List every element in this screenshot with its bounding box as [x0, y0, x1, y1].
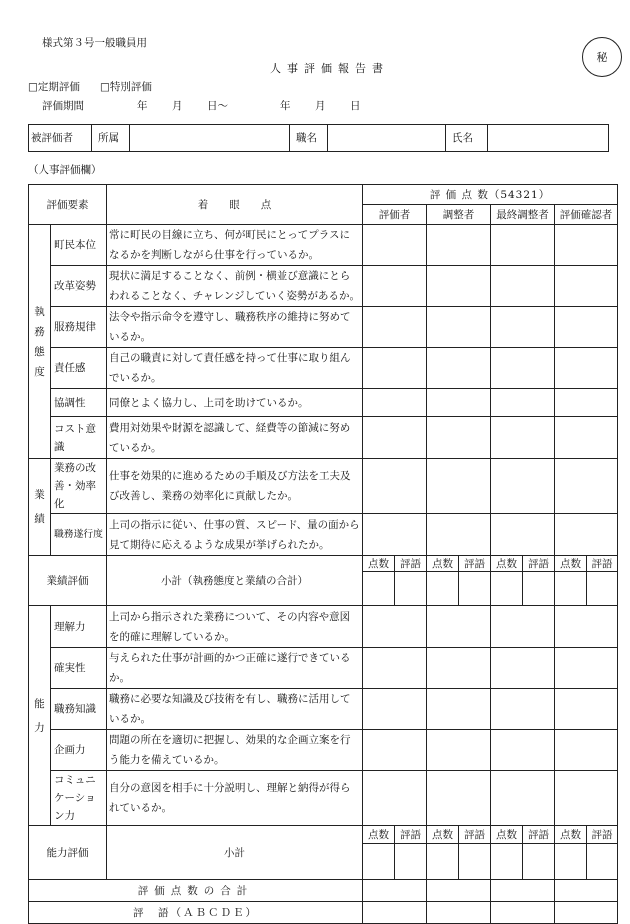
- grade-cell[interactable]: [459, 572, 491, 606]
- score-cell[interactable]: [427, 389, 491, 417]
- header-confirmer: 評価確認者: [555, 205, 618, 225]
- score-cell[interactable]: [363, 307, 427, 348]
- score-header: 点数: [491, 556, 523, 572]
- ability-subtotal-label: 小計: [107, 826, 363, 880]
- total-score-label: 評価点数の合計: [29, 880, 363, 902]
- score-cell[interactable]: [427, 225, 491, 266]
- grade-label: 評 語（ＡＢＣＤＥ）: [29, 902, 363, 924]
- score-header: 点数: [555, 826, 587, 844]
- evaluation-table: [28, 184, 618, 924]
- period-start-year: 年: [137, 100, 148, 112]
- confidential-stamp: [582, 37, 622, 77]
- grade-header: 評語: [459, 556, 491, 572]
- score-cell[interactable]: [427, 648, 491, 689]
- item-label: 責任感: [51, 348, 107, 389]
- item-desc: 上司から指示された業務について、その内容や意図を的確に理解しているか。: [107, 606, 363, 648]
- group-performance-label: 業績: [34, 489, 45, 525]
- score-cell[interactable]: [363, 572, 395, 606]
- score-header: 点数: [363, 826, 395, 844]
- grade-header: 評語: [395, 826, 427, 844]
- grade-total-cell[interactable]: [491, 902, 555, 924]
- section-label: （人事評価欄）: [28, 164, 102, 176]
- period-start-day: 日～: [207, 100, 228, 112]
- score-cell[interactable]: [491, 771, 555, 826]
- item-desc: 与えられた仕事が計画的かつ正確に遂行できているか。: [107, 648, 363, 689]
- item-desc: 法令や指示命令を遵守し、職務秩序の維持に努めているか。: [107, 307, 363, 348]
- score-cell[interactable]: [427, 266, 491, 307]
- score-cell[interactable]: [555, 771, 618, 826]
- evaluatee-info-row: [28, 124, 609, 152]
- grade-cell[interactable]: [459, 844, 491, 880]
- period-end-month: 月: [315, 100, 326, 112]
- score-header: 点数: [363, 556, 395, 572]
- form-code: 様式第３号一般職員用: [42, 37, 147, 49]
- item-desc: 常に町民の目線に立ち、何が町民にとってプラスになるかを判断しながら仕事を行っているか。: [107, 225, 363, 266]
- score-cell[interactable]: [363, 844, 395, 880]
- confidential-mark: 秘: [596, 51, 608, 64]
- grade-header: 評語: [523, 826, 555, 844]
- item-label: 職務知識: [51, 689, 107, 730]
- score-cell[interactable]: [363, 348, 427, 389]
- group-attitude: [29, 225, 51, 459]
- header-viewpoint: 着 眼 点: [107, 185, 363, 225]
- score-cell[interactable]: [555, 389, 618, 417]
- group-performance: [29, 459, 51, 556]
- grade-cell[interactable]: [523, 572, 555, 606]
- group-ability: [29, 606, 51, 826]
- grade-total-cell[interactable]: [427, 902, 491, 924]
- score-cell[interactable]: [555, 514, 618, 556]
- score-cell[interactable]: [555, 348, 618, 389]
- score-cell[interactable]: [491, 730, 555, 771]
- score-cell[interactable]: [491, 648, 555, 689]
- item-desc: 職務に必要な知識及び技術を有し、職務に活用しているか。: [107, 689, 363, 730]
- score-cell[interactable]: [427, 459, 491, 514]
- dept-label: 所属: [92, 125, 130, 151]
- item-label: 服務規律: [51, 307, 107, 348]
- item-label: 町民本位: [51, 225, 107, 266]
- item-label: コスト意識: [51, 417, 107, 459]
- item-label: コミュニケーション力: [51, 771, 107, 826]
- score-cell[interactable]: [363, 417, 427, 459]
- perf-eval-label: 業績評価: [29, 556, 107, 606]
- score-cell[interactable]: [427, 771, 491, 826]
- item-desc: 問題の所在を適切に把握し、効果的な企画立案を行う能力を備えているか。: [107, 730, 363, 771]
- item-desc: 仕事を効果的に進めるための手順及び方法を工夫及び改善し、業務の効率化に貢献したか。: [107, 459, 363, 514]
- perf-subtotal-label: 小計（執務態度と業績の合計）: [107, 556, 363, 606]
- period-start-month: 月: [172, 100, 183, 112]
- score-cell[interactable]: [363, 459, 427, 514]
- period-end-year: 年: [280, 100, 291, 112]
- score-cell[interactable]: [491, 266, 555, 307]
- header-adjuster: 調整者: [427, 205, 491, 225]
- score-cell[interactable]: [427, 689, 491, 730]
- score-cell[interactable]: [491, 514, 555, 556]
- item-label: 理解力: [51, 606, 107, 648]
- score-cell[interactable]: [363, 389, 427, 417]
- score-cell[interactable]: [427, 307, 491, 348]
- score-cell[interactable]: [555, 266, 618, 307]
- evaluatee-label: 被評価者: [29, 125, 92, 151]
- period-label: 評価期間: [42, 100, 84, 112]
- item-desc: 同僚とよく協力し、上司を助けているか。: [107, 389, 363, 417]
- score-cell[interactable]: [491, 606, 555, 648]
- score-cell[interactable]: [427, 417, 491, 459]
- score-cell[interactable]: [555, 606, 618, 648]
- score-cell[interactable]: [555, 648, 618, 689]
- score-cell[interactable]: [491, 225, 555, 266]
- grade-header: 評語: [395, 556, 427, 572]
- score-cell[interactable]: [491, 689, 555, 730]
- score-cell[interactable]: [363, 606, 427, 648]
- score-cell[interactable]: [427, 348, 491, 389]
- score-cell[interactable]: [427, 606, 491, 648]
- score-cell[interactable]: [491, 572, 523, 606]
- grade-cell[interactable]: [587, 572, 618, 606]
- item-label: 業務の改善・効率化: [51, 459, 107, 514]
- dept-field[interactable]: [130, 125, 290, 151]
- header-score: 評 価 点 数（54321）: [363, 185, 618, 205]
- score-cell[interactable]: [555, 844, 587, 880]
- item-label: 協調性: [51, 389, 107, 417]
- header-evaluator: 評価者: [363, 205, 427, 225]
- grade-header: 評語: [459, 826, 491, 844]
- special-eval-checkbox[interactable]: □特別評価: [100, 81, 152, 93]
- grade-header: 評語: [587, 556, 618, 572]
- item-desc: 上司の指示に従い、仕事の質、スピード、量の面から見て期待に応えるような成果が挙げられたか。: [107, 514, 363, 556]
- grade-header: 評語: [587, 826, 618, 844]
- header-elements: 評価要素: [29, 185, 107, 225]
- score-header: 点数: [555, 556, 587, 572]
- score-cell[interactable]: [363, 514, 427, 556]
- item-label: 改革姿勢: [51, 266, 107, 307]
- grade-total-cell[interactable]: [363, 902, 427, 924]
- score-header: 点数: [427, 556, 459, 572]
- score-cell[interactable]: [491, 348, 555, 389]
- score-header: 点数: [427, 826, 459, 844]
- score-cell[interactable]: [555, 459, 618, 514]
- score-cell[interactable]: [363, 730, 427, 771]
- score-cell[interactable]: [363, 771, 427, 826]
- score-cell[interactable]: [363, 266, 427, 307]
- item-desc: 自己の職責に対して責任感を持って仕事に取り組んでいるか。: [107, 348, 363, 389]
- item-label: 職務遂行度: [51, 514, 107, 556]
- score-cell[interactable]: [427, 572, 459, 606]
- item-desc: 自分の意図を相手に十分説明し、理解と納得が得られているか。: [107, 771, 363, 826]
- score-cell[interactable]: [555, 417, 618, 459]
- score-cell[interactable]: [427, 514, 491, 556]
- score-cell[interactable]: [555, 689, 618, 730]
- item-label: 確実性: [51, 648, 107, 689]
- grade-cell[interactable]: [395, 572, 427, 606]
- name-label: 氏名: [446, 125, 488, 151]
- total-cell[interactable]: [555, 880, 618, 902]
- score-cell[interactable]: [363, 225, 427, 266]
- item-label: 企画力: [51, 730, 107, 771]
- group-ability-label: 能力: [34, 697, 45, 734]
- grade-header: 評語: [523, 556, 555, 572]
- position-field[interactable]: [328, 125, 446, 151]
- ability-eval-label: 能力評価: [29, 826, 107, 880]
- score-cell[interactable]: [491, 417, 555, 459]
- score-cell[interactable]: [363, 689, 427, 730]
- grade-cell[interactable]: [587, 844, 618, 880]
- grade-cell[interactable]: [395, 844, 427, 880]
- name-field[interactable]: [488, 125, 608, 151]
- score-cell[interactable]: [363, 648, 427, 689]
- score-cell[interactable]: [491, 307, 555, 348]
- score-cell[interactable]: [555, 572, 587, 606]
- total-cell[interactable]: [491, 880, 555, 902]
- grade-cell[interactable]: [523, 844, 555, 880]
- score-header: 点数: [491, 826, 523, 844]
- total-cell[interactable]: [363, 880, 427, 902]
- score-cell[interactable]: [427, 844, 459, 880]
- item-desc: 費用対効果や財源を認識して、経費等の節減に努めているか。: [107, 417, 363, 459]
- header-final-adjuster: 最終調整者: [491, 205, 555, 225]
- score-cell[interactable]: [427, 730, 491, 771]
- score-cell[interactable]: [555, 307, 618, 348]
- regular-eval-checkbox[interactable]: □定期評価: [28, 81, 80, 93]
- grade-total-cell[interactable]: [555, 902, 618, 924]
- position-label: 職名: [290, 125, 328, 151]
- score-cell[interactable]: [491, 389, 555, 417]
- document-title: 人事評価報告書: [270, 62, 389, 75]
- total-cell[interactable]: [427, 880, 491, 902]
- score-cell[interactable]: [491, 459, 555, 514]
- score-cell[interactable]: [555, 225, 618, 266]
- item-desc: 現状に満足することなく、前例・横並び意識にとらわれることなく、チャレンジしていく姿勢があるか。: [107, 266, 363, 307]
- group-attitude-label: 執務態度: [34, 305, 45, 378]
- period-end-day: 日: [350, 100, 361, 112]
- score-cell[interactable]: [555, 730, 618, 771]
- score-cell[interactable]: [491, 844, 523, 880]
